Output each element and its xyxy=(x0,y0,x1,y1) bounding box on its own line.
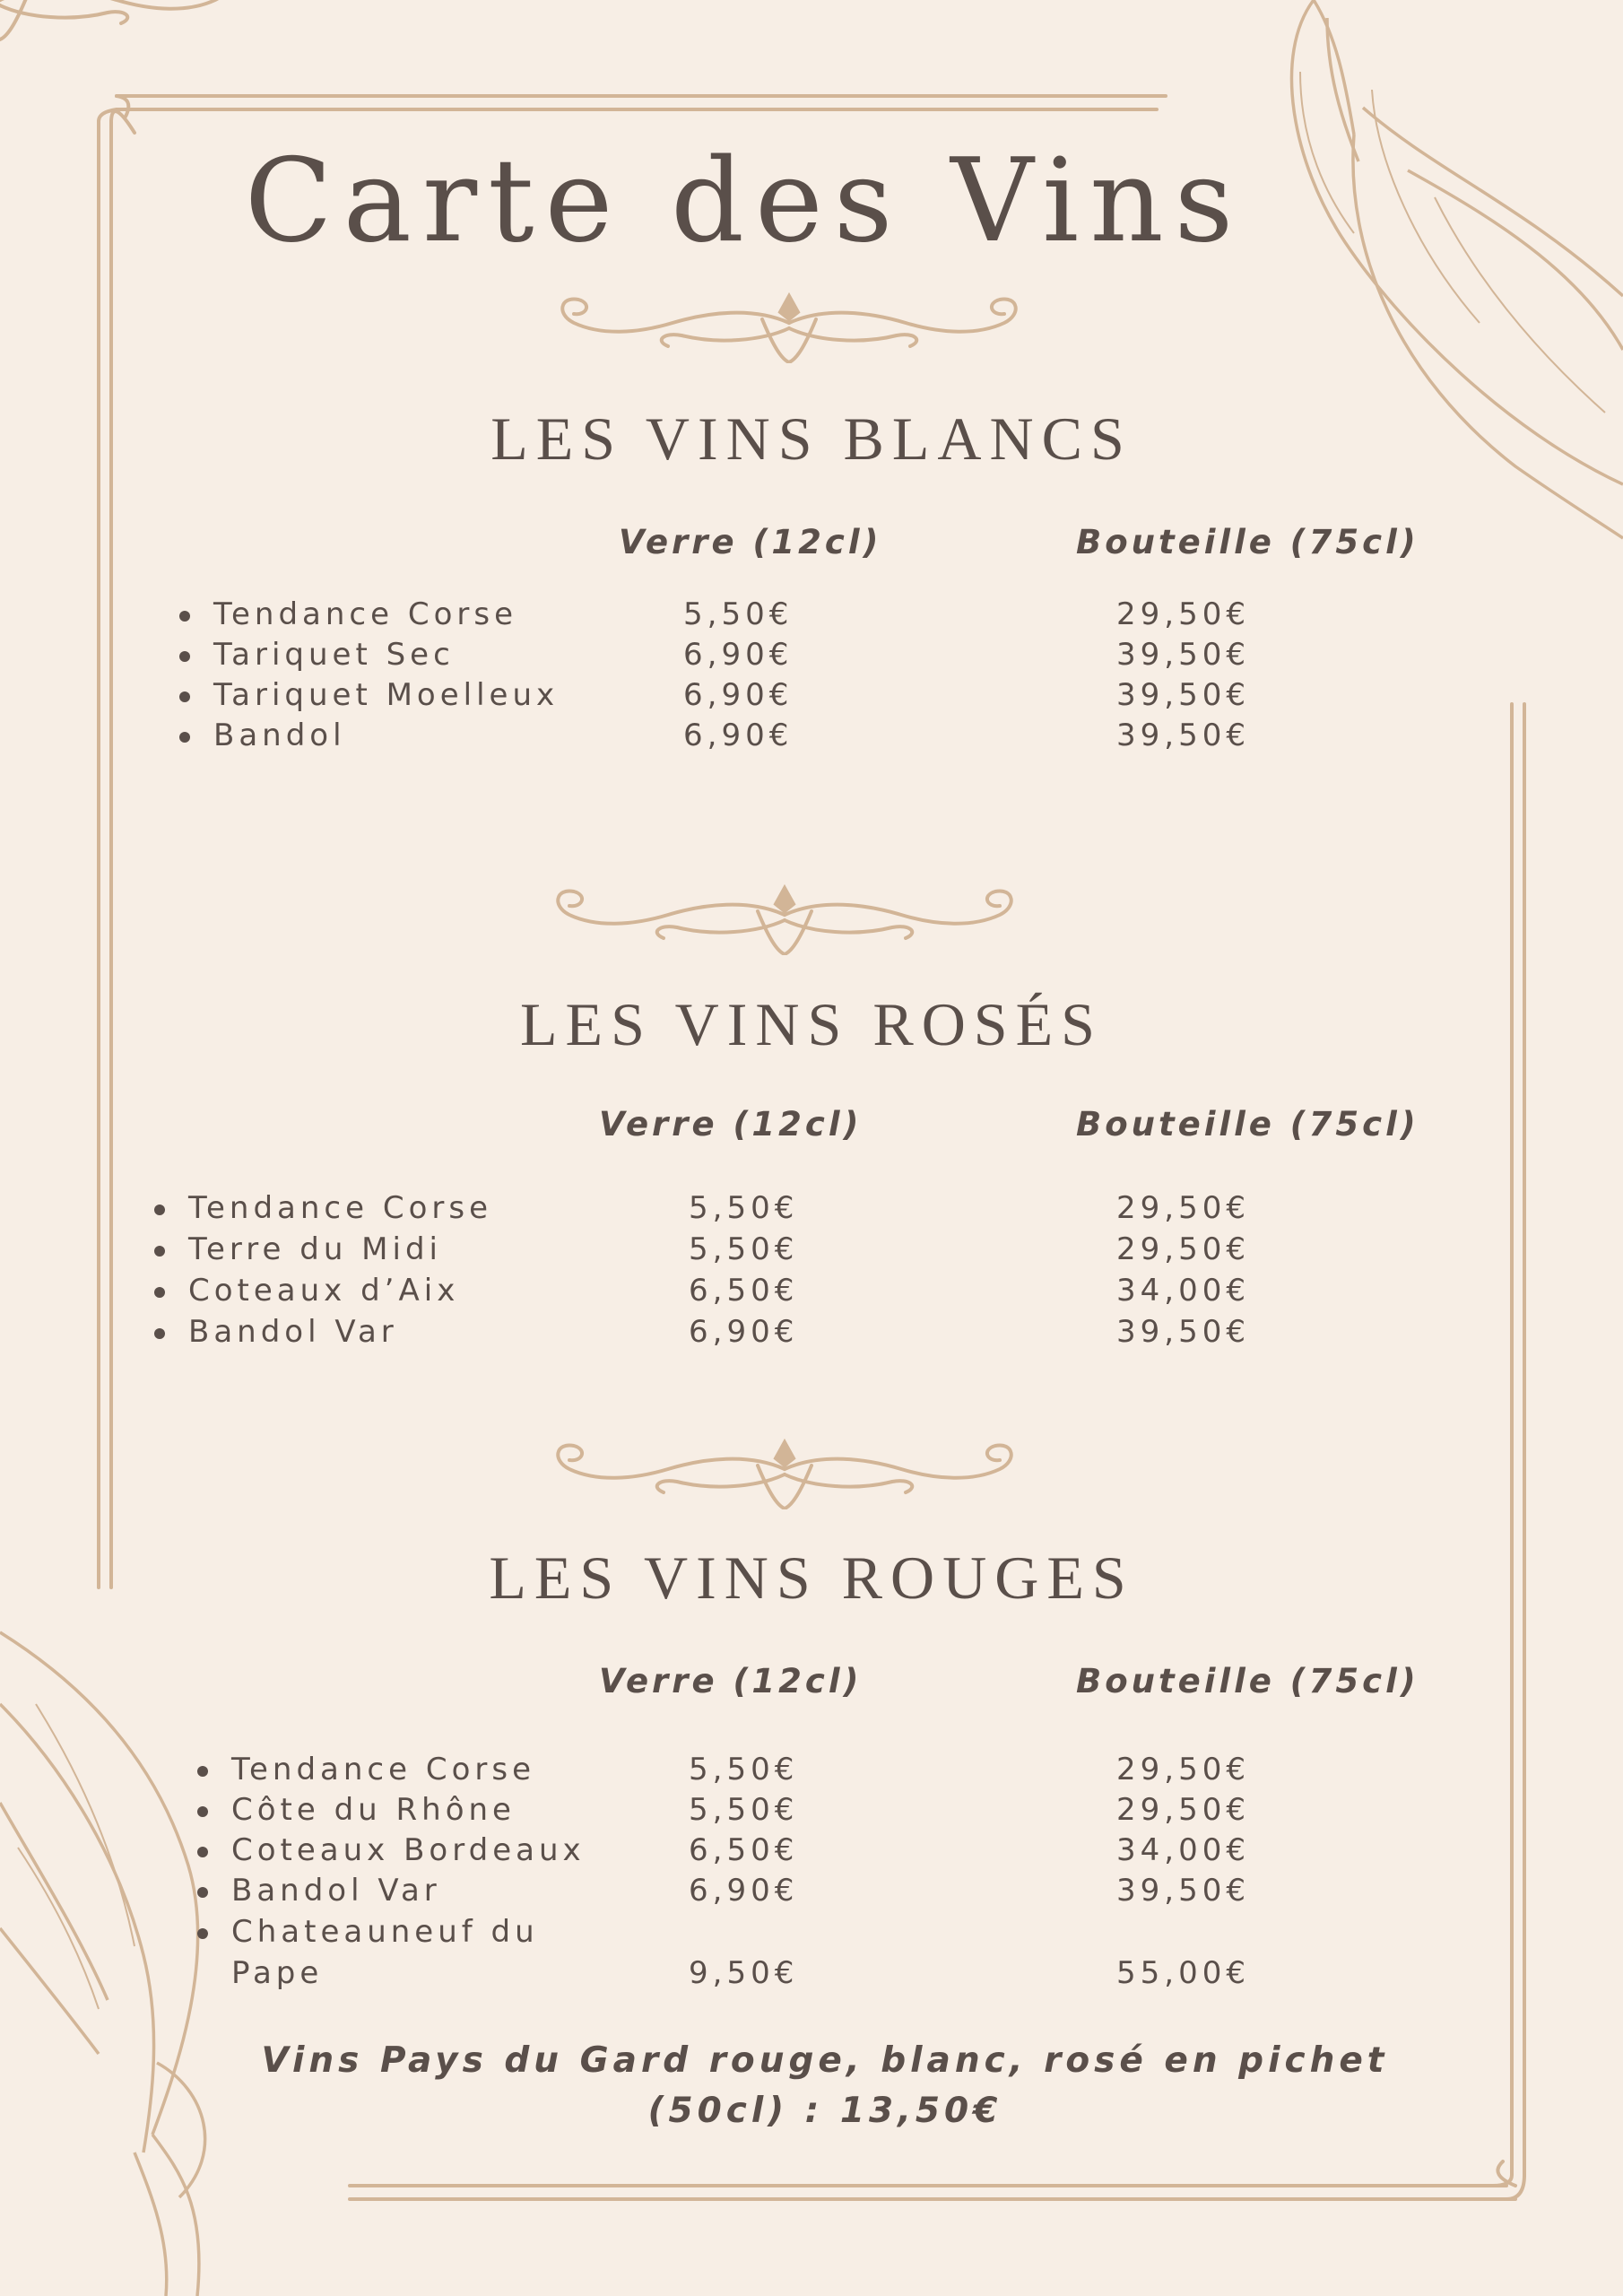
glass-price: 6,90€ xyxy=(683,637,794,673)
wine-name: Bandol xyxy=(213,718,346,753)
bottle-price: 29,50€ xyxy=(1116,1792,1250,1828)
section-title-roses: LES VINS ROSÉS xyxy=(520,990,1103,1058)
bullet xyxy=(179,611,190,622)
bottle-header: Bouteille (75cl) xyxy=(1076,1105,1419,1144)
title-flourish xyxy=(556,283,1022,363)
bullet xyxy=(197,1806,208,1817)
bottle-price: 55,00€ xyxy=(1116,1955,1250,1991)
wine-name: Tendance Corse xyxy=(188,1190,492,1226)
bottle-header: Bouteille (75cl) xyxy=(1076,1662,1419,1700)
bullet xyxy=(154,1246,165,1257)
bottle-header: Bouteille (75cl) xyxy=(1076,523,1419,561)
glass-price: 6,90€ xyxy=(683,677,794,713)
bottle-price: 39,50€ xyxy=(1116,637,1250,673)
bottle-price: 29,50€ xyxy=(1116,1752,1250,1787)
wine-name: Bandol Var xyxy=(188,1314,398,1350)
bottle-price: 29,50€ xyxy=(1116,1190,1250,1226)
bullet xyxy=(197,1887,208,1898)
bottle-price: 34,00€ xyxy=(1116,1273,1250,1309)
bullet xyxy=(154,1328,165,1339)
wine-name: Tendance Corse xyxy=(231,1752,535,1787)
bottle-price: 39,50€ xyxy=(1116,1314,1250,1350)
glass-price: 6,50€ xyxy=(689,1273,799,1309)
glass-price: 9,50€ xyxy=(689,1955,799,1991)
bottle-price: 34,00€ xyxy=(1116,1832,1250,1868)
glass-price: 5,50€ xyxy=(683,596,794,632)
bullet xyxy=(179,651,190,662)
bullet xyxy=(179,732,190,743)
wine-name: Tariquet Moelleux xyxy=(213,677,560,713)
glass-price: 6,90€ xyxy=(683,718,794,753)
glass-price: 5,50€ xyxy=(689,1231,799,1267)
wine-name-continued: Pape xyxy=(231,1955,324,1991)
glass-header: Verre (12cl) xyxy=(599,1105,863,1144)
bottle-price: 29,50€ xyxy=(1116,596,1250,632)
wine-name: Tariquet Sec xyxy=(213,637,455,673)
wine-name: Chateauneuf du xyxy=(231,1914,539,1950)
section-title-rouges: LES VINS ROUGES xyxy=(489,1544,1134,1612)
pitcher-note-line2: (50cl) : 13,50€ xyxy=(647,2091,1002,2131)
bullet xyxy=(197,1847,208,1857)
bullet xyxy=(154,1205,165,1215)
section-title-blancs: LES VINS BLANCS xyxy=(490,404,1133,473)
menu-title: Carte des Vins xyxy=(244,135,1245,268)
pitcher-note-line1: Vins Pays du Gard rouge, blanc, rosé en pichet xyxy=(261,2040,1389,2081)
wine-name: Coteaux Bordeaux xyxy=(231,1832,586,1868)
glass-header: Verre (12cl) xyxy=(619,523,882,561)
wine-name: Terre du Midi xyxy=(188,1231,442,1267)
glass-price: 5,50€ xyxy=(689,1190,799,1226)
glass-price: 6,90€ xyxy=(689,1314,799,1350)
bottle-price: 39,50€ xyxy=(1116,1873,1250,1909)
bullet xyxy=(197,1766,208,1777)
bottle-price: 39,50€ xyxy=(1116,718,1250,753)
wine-name: Coteaux d’Aix xyxy=(188,1273,460,1309)
wine-name: Bandol Var xyxy=(231,1873,441,1909)
bullet xyxy=(179,691,190,702)
bottle-price: 39,50€ xyxy=(1116,677,1250,713)
wine-name: Côte du Rhône xyxy=(231,1792,516,1828)
pitcher-note xyxy=(206,2036,1444,2136)
wine-name: Tendance Corse xyxy=(213,596,517,632)
glass-price: 6,50€ xyxy=(689,1832,799,1868)
bottle-price: 29,50€ xyxy=(1116,1231,1250,1267)
glass-price: 6,90€ xyxy=(689,1873,799,1909)
glass-price: 5,50€ xyxy=(689,1792,799,1828)
glass-price: 5,50€ xyxy=(689,1752,799,1787)
section-flourish-2 xyxy=(551,1429,1018,1509)
section-flourish-1 xyxy=(551,874,1018,955)
bullet xyxy=(197,1928,208,1939)
glass-header: Verre (12cl) xyxy=(599,1662,863,1700)
bullet xyxy=(154,1287,165,1298)
